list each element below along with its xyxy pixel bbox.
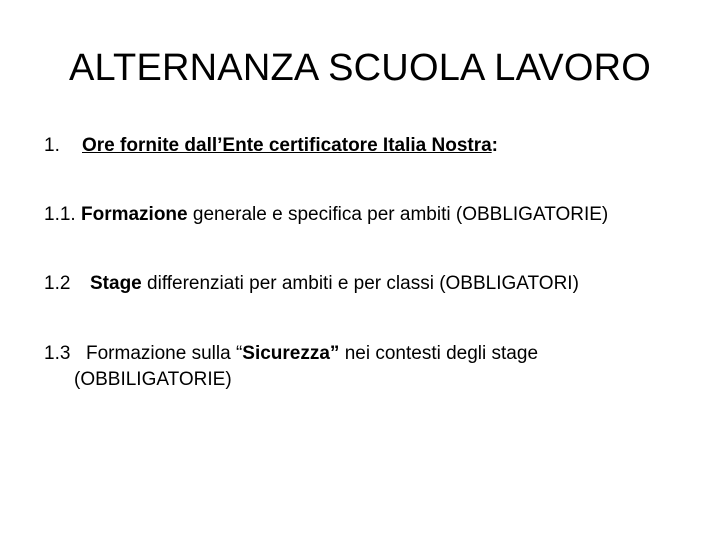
item-hours-label: Ore fornite dall’Ente certificatore Italia Nostra xyxy=(82,135,492,156)
item-keyword: Formazione xyxy=(80,204,188,225)
item-keyword: Sicurezza” xyxy=(242,343,340,364)
list-item-1-2 xyxy=(44,271,579,297)
list-item-1-1 xyxy=(44,202,608,228)
item-number: 1.1. xyxy=(44,204,76,225)
item-text: nei contesti degli stage xyxy=(339,343,539,364)
item-keyword: Stage xyxy=(90,273,142,294)
item-text: differenziati per ambiti e per classi (OBBLIGATORI) xyxy=(141,273,579,294)
slide-title: ALTERNANZA SCUOLA LAVORO xyxy=(69,47,651,89)
item-continuation: (OBBILIGATORIE) xyxy=(74,369,232,390)
list-item-1 xyxy=(44,133,498,159)
item-text: Formazione sulla “ xyxy=(86,343,243,364)
item-text: generale e specifica per ambiti (OBBLIGATORIE) xyxy=(187,204,609,225)
item-number: 1.3 xyxy=(44,343,71,364)
item-number: 1. xyxy=(44,135,60,156)
item-colon: : xyxy=(491,135,498,156)
list-item-1-3 xyxy=(44,341,538,393)
item-number: 1.2 xyxy=(44,273,71,294)
